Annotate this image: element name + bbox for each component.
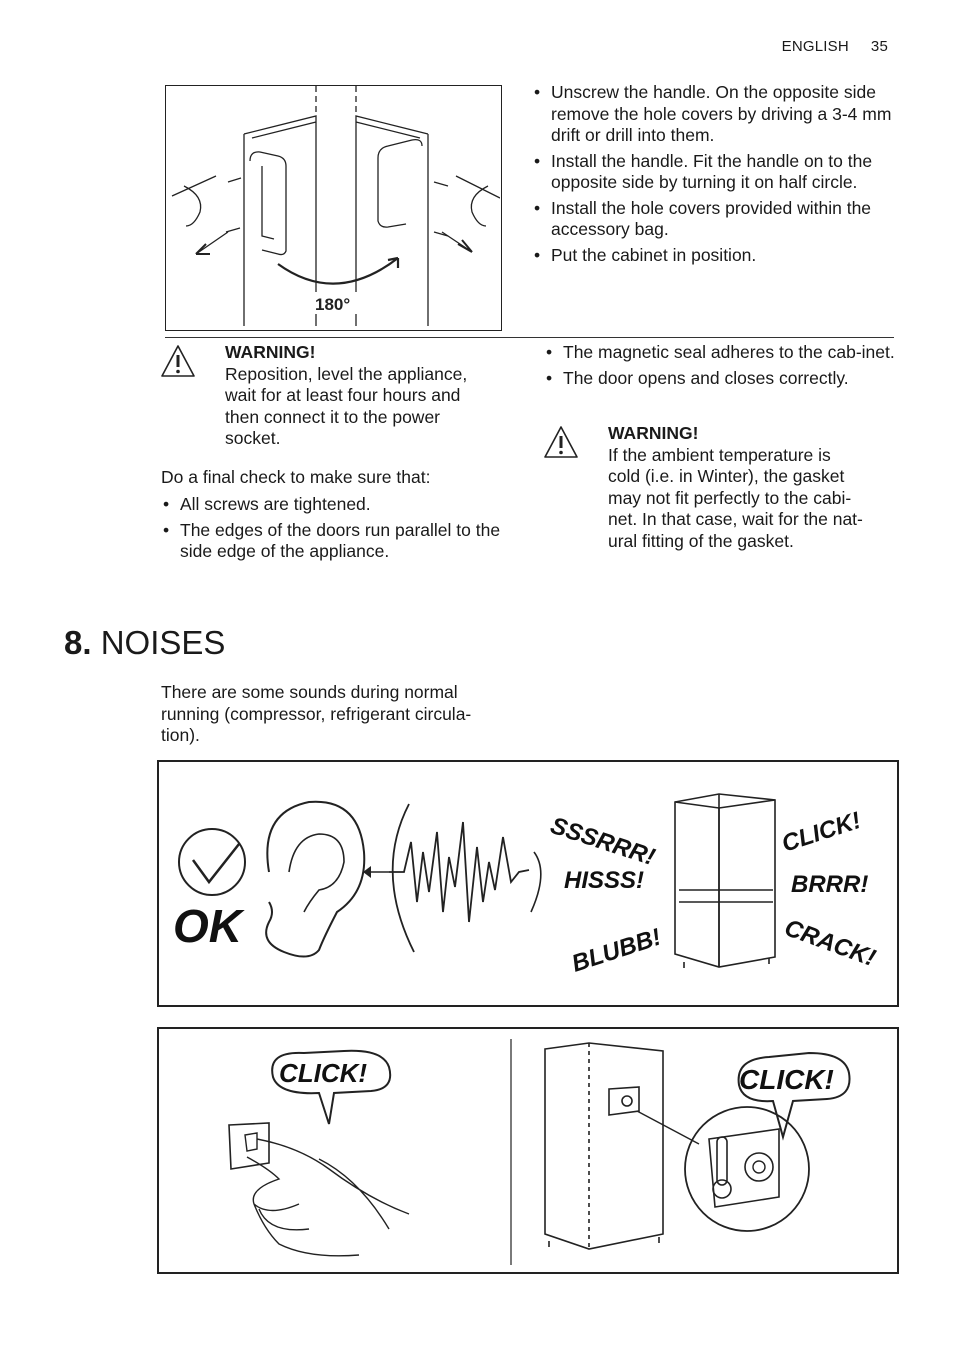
warning-left bbox=[225, 342, 510, 450]
sound-word: HISSS! bbox=[564, 867, 645, 894]
switch-icon bbox=[229, 1123, 269, 1169]
clicks-figure bbox=[157, 1027, 899, 1274]
list-item: • Install the handle. Fit the handle on to the opposite side by turning it on half circle. bbox=[532, 151, 892, 194]
check-circle-icon bbox=[179, 829, 245, 895]
warning-line: ural fitting of the gasket. bbox=[608, 530, 794, 551]
handle-reversal-illustration bbox=[166, 86, 500, 329]
zoom-circle bbox=[685, 1107, 809, 1231]
sound-word: BRRR! bbox=[791, 871, 869, 898]
list-item: • All screws are tightened. bbox=[161, 494, 511, 516]
list-item: • The edges of the doors run parallel to the side edge of the appliance. bbox=[161, 520, 511, 563]
warning-title: WARNING! bbox=[608, 423, 699, 443]
angle-label: 180° bbox=[315, 295, 351, 314]
thermostat-knob-icon bbox=[745, 1153, 773, 1181]
section-number: 8. bbox=[64, 624, 92, 661]
warning-line: may not fit perfectly to the cabi- bbox=[608, 487, 852, 508]
click-label-left: CLICK! bbox=[279, 1058, 368, 1088]
final-check-list-left bbox=[161, 494, 511, 567]
hand-icon bbox=[247, 1139, 409, 1256]
thermometer-icon bbox=[717, 1137, 727, 1185]
clicks-illustration bbox=[159, 1029, 897, 1272]
page-number: 35 bbox=[870, 38, 888, 55]
intro-line: tion). bbox=[161, 725, 200, 745]
checkmark-icon bbox=[193, 844, 239, 882]
warning-triangle-icon bbox=[160, 344, 196, 378]
list-item: • The magnetic seal adheres to the cab-inet. bbox=[544, 342, 896, 364]
sound-word: CRACK! bbox=[780, 914, 880, 973]
handle-steps-list bbox=[532, 82, 892, 270]
warning-line: Reposition, level the appliance, bbox=[225, 363, 468, 384]
warning-line: socket. bbox=[225, 428, 281, 448]
warning-line: wait for at least four hours and bbox=[225, 385, 461, 405]
sound-word: SSSRRR! bbox=[547, 812, 659, 872]
fridge-icon bbox=[545, 1043, 663, 1249]
final-check-list-right bbox=[544, 342, 896, 393]
warning-line: net. In that case, wait for the nat- bbox=[608, 509, 863, 529]
sound-word: BLUBB! bbox=[568, 923, 665, 978]
list-item: • The door opens and closes correctly. bbox=[544, 368, 896, 390]
section-intro bbox=[161, 682, 531, 747]
noises-illustration bbox=[159, 762, 897, 1005]
warning-title: WARNING! bbox=[225, 342, 316, 362]
intro-line: running (compressor, refrigerant circula- bbox=[161, 703, 472, 724]
handle-reversal-figure bbox=[165, 85, 502, 331]
warning-line: cold (i.e. in Winter), the gasket bbox=[608, 466, 845, 486]
page-header bbox=[760, 38, 888, 55]
fridge-icon bbox=[675, 794, 775, 968]
header-language: ENGLISH bbox=[781, 38, 849, 55]
list-item: • Install the hole covers provided within the accessory bag. bbox=[532, 198, 892, 241]
noises-figure bbox=[157, 760, 899, 1007]
section-title: NOISES bbox=[100, 624, 226, 661]
ok-label: OK bbox=[173, 900, 242, 952]
ear-icon bbox=[266, 802, 364, 957]
warning-line: then connect it to the power bbox=[225, 406, 440, 427]
list-item: • Unscrew the handle. On the opposite side remove the hole covers by driving a 3-4 mm drift or drill into them. bbox=[532, 82, 892, 147]
sound-word: CLICK! bbox=[778, 806, 865, 858]
intro-line: There are some sounds during normal bbox=[161, 682, 458, 702]
divider bbox=[165, 337, 894, 338]
click-label-right: CLICK! bbox=[739, 1064, 834, 1095]
warning-right bbox=[608, 423, 898, 552]
final-check-intro: Do a final check to make sure that: bbox=[161, 467, 431, 487]
warning-line: If the ambient temperature is bbox=[608, 444, 831, 465]
list-item: • Put the cabinet in position. bbox=[532, 245, 892, 267]
warning-triangle-icon bbox=[543, 425, 579, 459]
section-heading bbox=[64, 623, 225, 663]
